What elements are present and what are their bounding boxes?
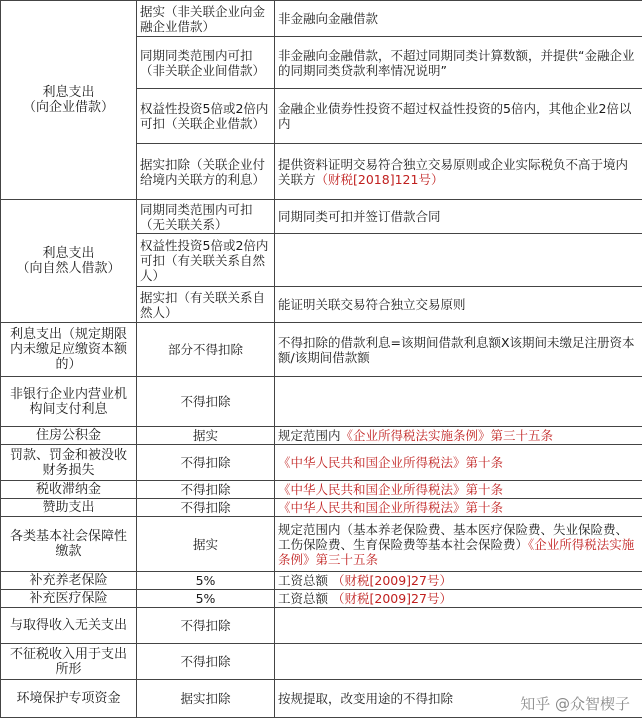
- regulation-citation: 《企业所得税法实施条例》第三十五条: [278, 536, 635, 567]
- item-cell: 赞助支出: [1, 499, 137, 517]
- watermark: 知乎 @众智楔子: [520, 695, 630, 713]
- item-cell: 非银行企业内营业机构间支付利息: [1, 377, 137, 427]
- note-cell: 金融企业债券性投资不超过权益性投资的5倍内，其他企业2倍以内: [275, 89, 642, 144]
- note-text: 工资总额: [278, 573, 332, 588]
- treatment-cell: 不得扣除: [137, 377, 275, 427]
- condition-cell: 同期同类范围内可扣（非关联企业间借款）: [137, 37, 275, 89]
- treatment-cell: 不得扣除: [137, 608, 275, 644]
- condition-cell: 据实扣（有关联关系自然人）: [137, 287, 275, 323]
- note-cell: [275, 590, 642, 608]
- note-cell: [275, 572, 642, 590]
- table-row: [1, 377, 642, 427]
- table-row: [1, 608, 642, 644]
- table-row: [1, 572, 642, 590]
- note-cell: 能证明关联交易符合独立交易原则: [275, 287, 642, 323]
- regulation-citation: （财税[2009]27号）: [331, 591, 452, 606]
- table-row: [1, 590, 642, 608]
- note-cell: [275, 499, 642, 517]
- treatment-cell: 据实: [137, 427, 275, 445]
- table-row: [1, 323, 642, 377]
- note-cell: [275, 644, 642, 680]
- note-cell: [275, 323, 642, 377]
- regulation-citation: （财税[2018]121号）: [315, 171, 444, 187]
- note-cell: [275, 427, 642, 445]
- category-cell: 利息支出 （向企业借款）: [1, 1, 137, 200]
- item-cell: 罚款、罚金和被没收财务损失: [1, 445, 137, 481]
- item-cell: 与取得收入无关支出: [1, 608, 137, 644]
- table-row: [1, 1, 642, 37]
- item-cell: 利息支出（规定期限内未缴足应缴资本额的）: [1, 323, 137, 377]
- note-cell: [275, 144, 642, 200]
- treatment-cell: 部分不得扣除: [137, 323, 275, 377]
- regulation-citation: 《中华人民共和国企业所得税法》第十条: [278, 500, 504, 515]
- note-cell: 同期同类可扣并签订借款合同: [275, 200, 642, 234]
- note-cell: [275, 481, 642, 499]
- note-text: 工资总额: [278, 591, 332, 606]
- treatment-cell: 5%: [137, 590, 275, 608]
- treatment-cell: 据实扣除: [137, 680, 275, 718]
- note-cell: 非金融向金融借款，不超过同期同类计算数额，并提供“金融企业的同期同类贷款利率情况说明”: [275, 37, 642, 89]
- note-cell: 非金融向金融借款: [275, 1, 642, 37]
- note-cell: [275, 234, 642, 287]
- note-cell: [275, 445, 642, 481]
- note-text: 规定范围内: [278, 428, 341, 443]
- item-cell: 补充医疗保险: [1, 590, 137, 608]
- treatment-cell: 不得扣除: [137, 481, 275, 499]
- table-row: [1, 427, 642, 445]
- condition-cell: 权益性投资5倍或2倍内可扣（有关联关系自然人）: [137, 234, 275, 287]
- table-row: [1, 481, 642, 499]
- treatment-cell: 不得扣除: [137, 499, 275, 517]
- treatment-cell: 据实: [137, 517, 275, 572]
- item-cell: 住房公积金: [1, 427, 137, 445]
- note-text: 不得扣除的借款利息=该期间借款利息额X该期间未缴足注册资本额/该期间借款额: [278, 334, 635, 365]
- note-text: 提供资料证明交易符合独立交易原则或企业实际税负不高于境内关联方: [278, 156, 629, 187]
- treatment-cell: 不得扣除: [137, 445, 275, 481]
- table-row: [1, 445, 642, 481]
- item-cell: 各类基本社会保障性缴款: [1, 517, 137, 572]
- regulation-citation: 《企业所得税法实施条例》第三十五条: [340, 428, 554, 443]
- treatment-cell: 不得扣除: [137, 644, 275, 680]
- item-cell: 补充养老保险: [1, 572, 137, 590]
- regulation-citation: 《中华人民共和国企业所得税法》第十条: [278, 455, 504, 470]
- regulation-citation: （财税[2009]27号）: [331, 573, 452, 588]
- regulation-citation: 《中华人民共和国企业所得税法》第十条: [278, 482, 504, 497]
- note-cell: [275, 377, 642, 427]
- table-row: [1, 644, 642, 680]
- item-cell: 税收滞纳金: [1, 481, 137, 499]
- table-row: [1, 200, 642, 234]
- condition-cell: 据实扣除（关联企业付给境内关联方的利息）: [137, 144, 275, 200]
- note-text: 规定范围内（基本养老保险费、基本医疗保险费、失业保险费、工伤保险费、生育保险费等基本社会保险费）: [278, 521, 629, 552]
- category-cell: 利息支出 （向自然人借款）: [1, 200, 137, 323]
- condition-cell: 同期同类范围内可扣（无关联关系）: [137, 200, 275, 234]
- treatment-cell: 5%: [137, 572, 275, 590]
- note-text: 按规提取，改变用途的不得扣除: [278, 691, 454, 706]
- table-row: [1, 499, 642, 517]
- table-row: [1, 517, 642, 572]
- note-cell: [275, 608, 642, 644]
- condition-cell: 权益性投资5倍或2倍内可扣（关联企业借款）: [137, 89, 275, 144]
- note-cell: [275, 517, 642, 572]
- condition-cell: 据实（非关联企业向金融企业借款）: [137, 1, 275, 37]
- item-cell: 不征税收入用于支出所形: [1, 644, 137, 680]
- item-cell: 环境保护专项资金: [1, 680, 137, 718]
